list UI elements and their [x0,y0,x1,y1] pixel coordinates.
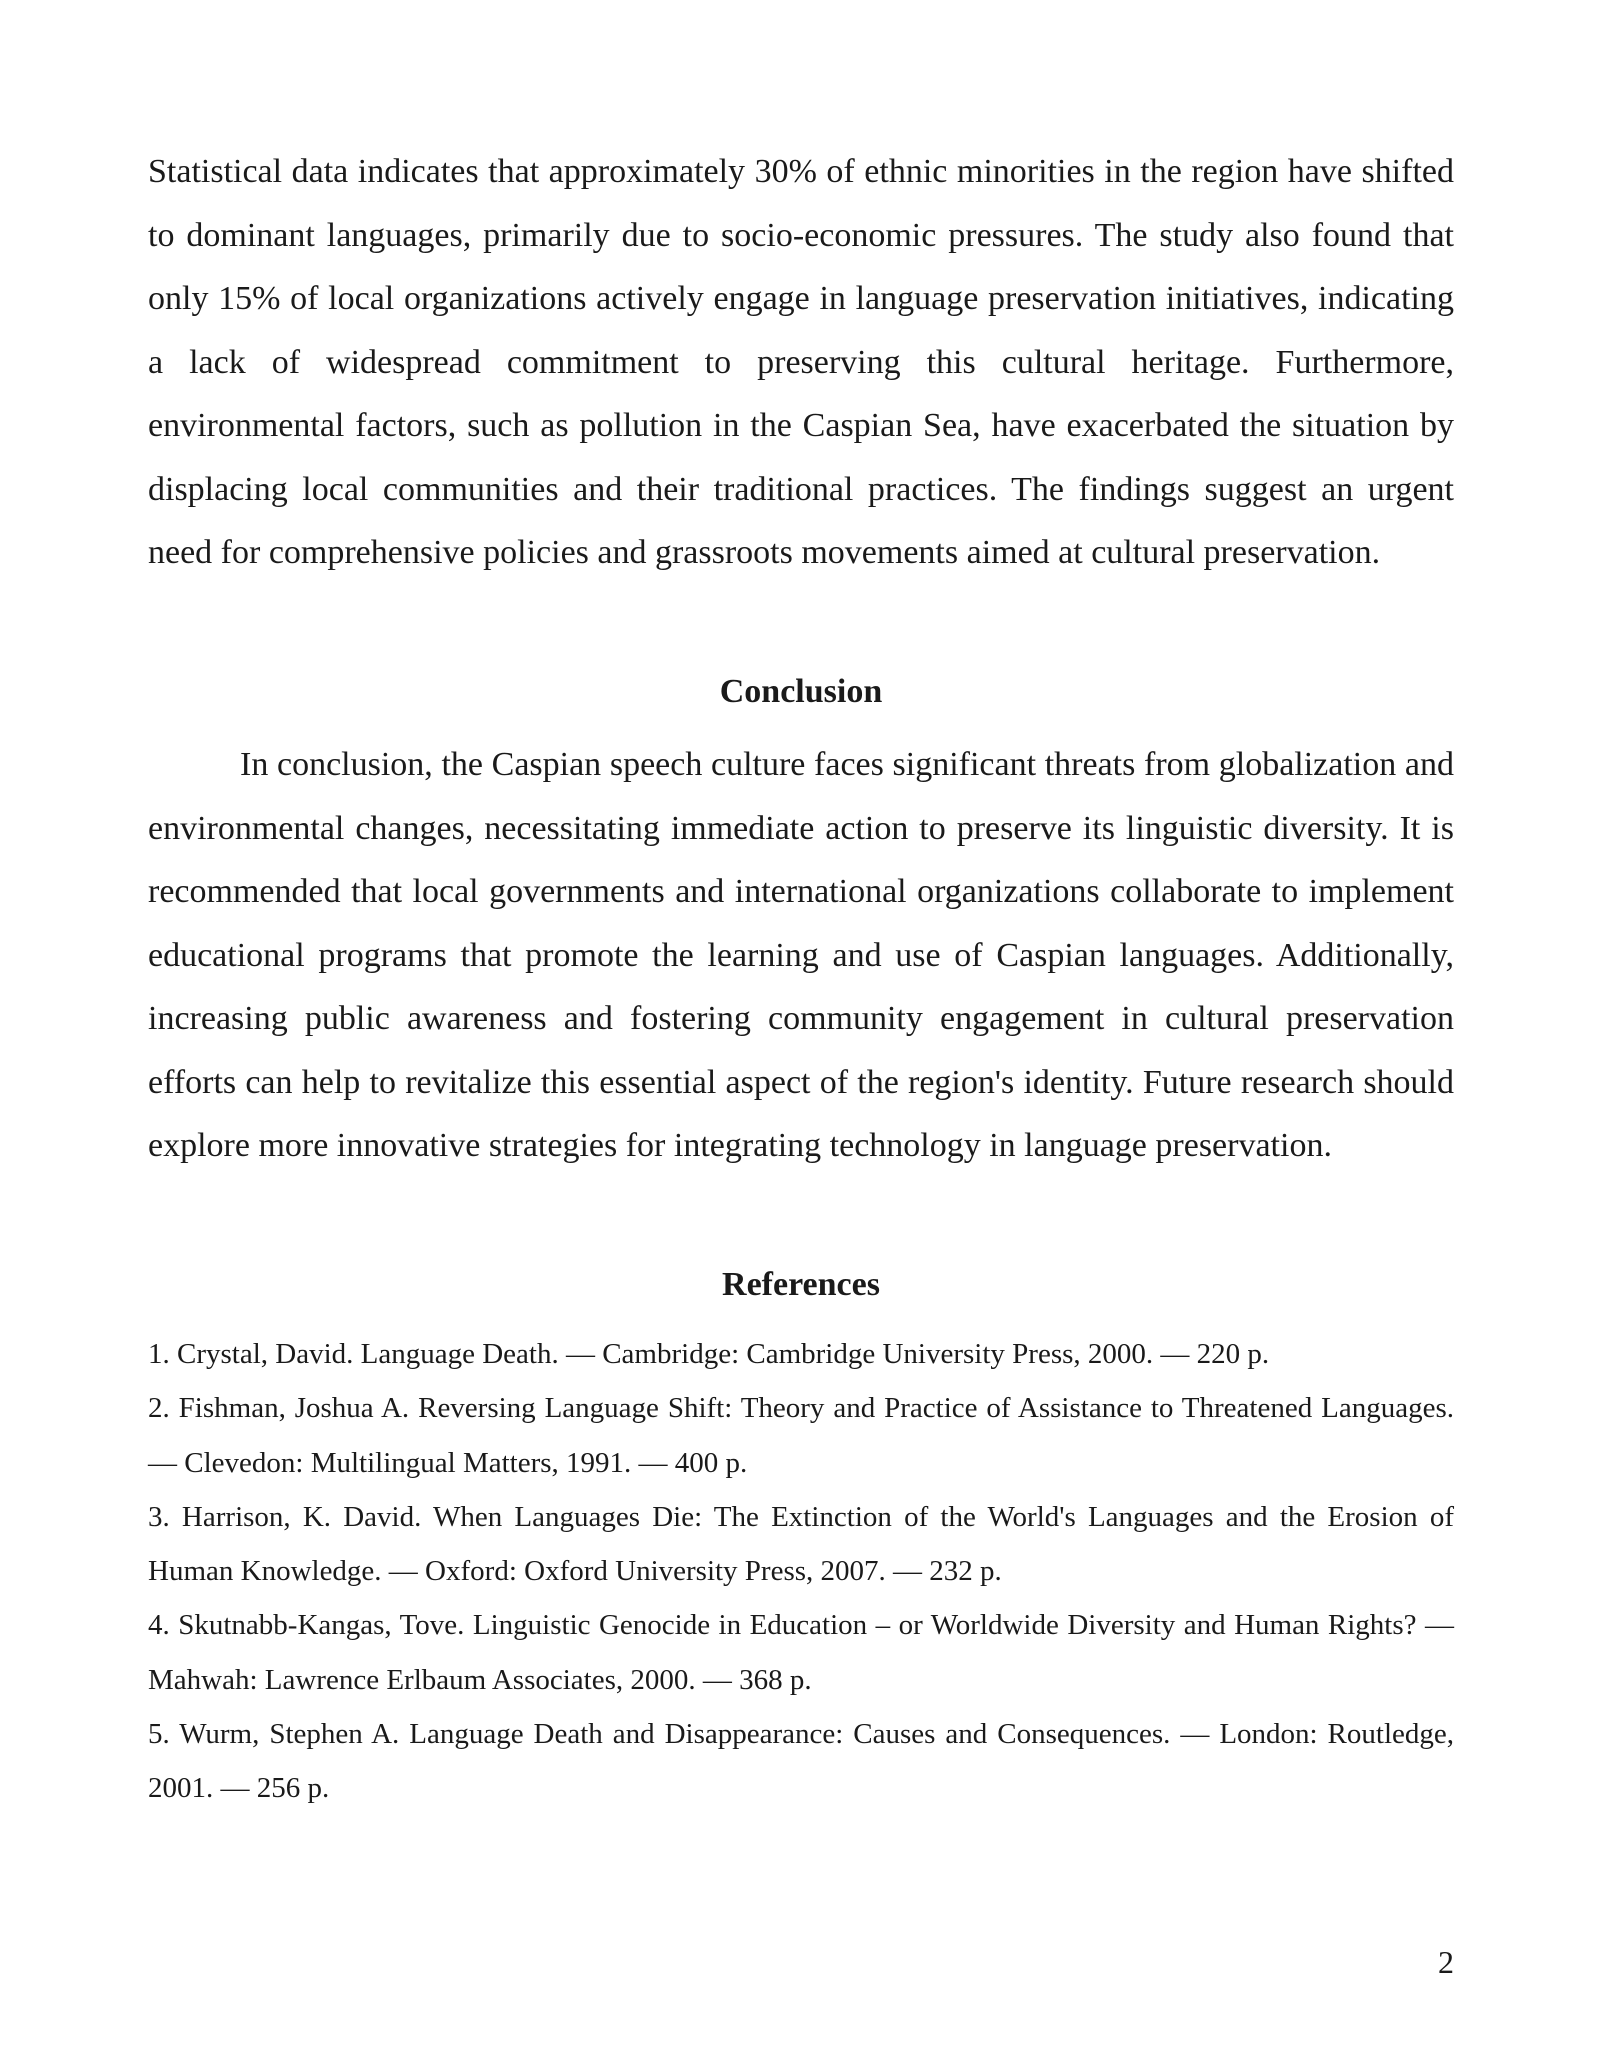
results-paragraph: Statistical data indicates that approximately 30% of ethnic minorities in the region have shifted to dominant languages, primarily due to socio-economic pressures. The study also found that only 15% of local organizations actively engage in language preservation initiatives, indicating a lack of widespread commitment to preserving this cultural heritage. Furthermore, environmental factors, such as pollution in the Caspian Sea, have exacerbated the situation by displacing local communities and their traditional practices. The findings suggest an urgent need for comprehensive policies and grassroots movements aimed at cultural preservation. [148,153,1454,571]
reference-item: 4. Skutnabb-Kangas, Tove. Linguistic Genocide in Education – or Worldwide Diversity and Human Rights? — Mahwah: Lawrence Erlbaum Associates, 2000. — 368 p. [148,1609,1454,1696]
reference-item: 5. Wurm, Stephen A. Language Death and Disappearance: Causes and Consequences. — London: Routledge, 2001. — 256 p. [148,1718,1454,1805]
references-list [148,1327,1454,1816]
reference-item: 3. Harrison, K. David. When Languages Die: The Extinction of the World's Languages and the Erosion of Human Knowledge. — Oxford: Oxford University Press, 2007. — 232 p. [148,1500,1454,1588]
page-number: 2 [1438,1944,1454,1980]
conclusion-heading: Conclusion [719,673,883,710]
reference-item: 1. Crystal, David. Language Death. — Cambridge: Cambridge University Press, 2000. — 220 p. [148,1338,1270,1370]
conclusion-paragraph: In conclusion, the Caspian speech culture faces significant threats from globalization and environmental changes, necessitating immediate action to preserve its linguistic diversity. It is recommended that local governments and international organizations collaborate to implement educational programs that promote the learning and use of Caspian languages. Additionally, increasing public awareness and fostering community engagement in cultural preservation efforts can help to revitalize this essential aspect of the region's identity. Future research should explore more innovative strategies for integrating technology in language preservation. [148,746,1454,1164]
references-heading: References [722,1266,880,1303]
reference-item: 2. Fishman, Joshua A. Reversing Language Shift: Theory and Practice of Assistance to Threatened Languages. — Clevedon: Multilingual Matters, 1991. — 400 p. [148,1392,1454,1479]
